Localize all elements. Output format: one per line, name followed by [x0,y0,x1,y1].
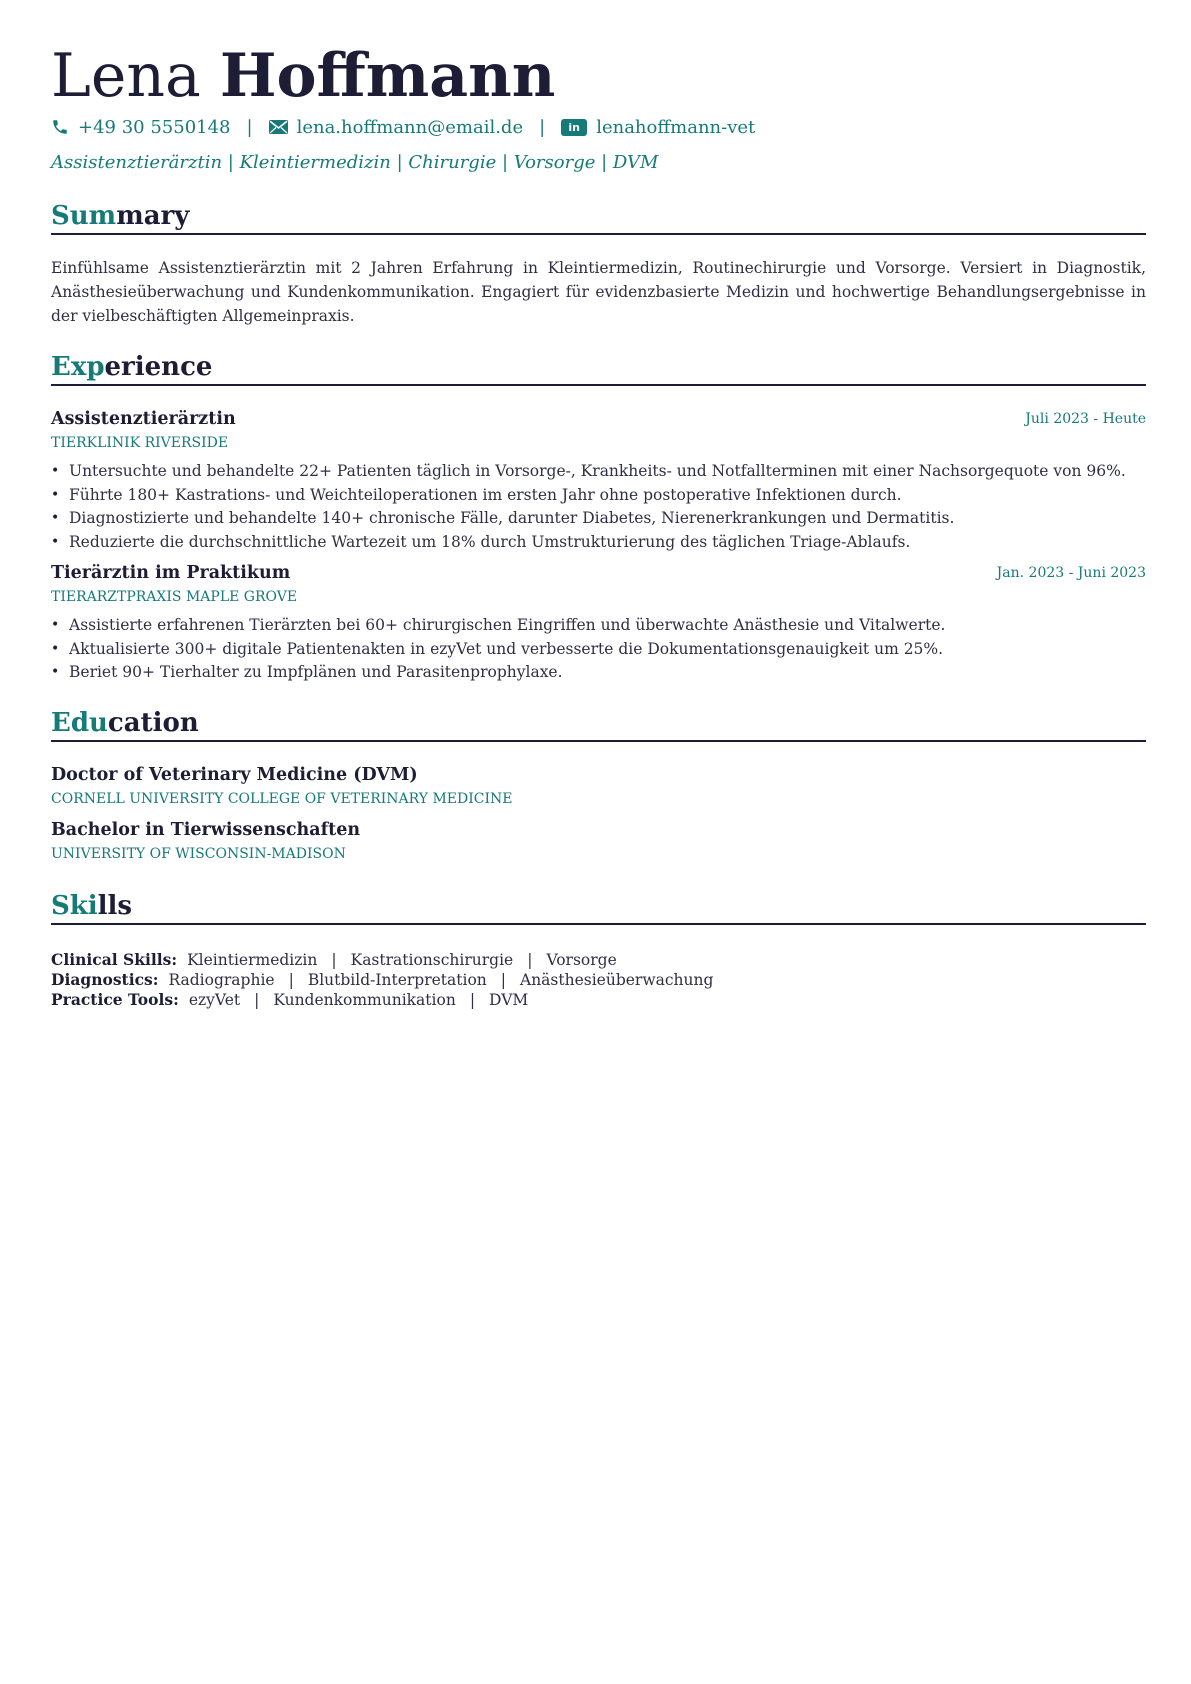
contact-phone[interactable] [51,117,231,138]
job-organization: TIERARZTPRAXIS MAPLE GROVE [51,589,298,605]
skill-item: ezyVet [188,991,241,1009]
list-item: • Führte 180+ Kastrations- und Weichteiloperationen im ersten Jahr ohne postoperative Infektionen durch. [51,484,1146,508]
skill-item: Blutbild-Interpretation [307,971,487,989]
skill-separator: | [527,951,533,969]
skills-label: Diagnostics: [51,970,159,989]
skills-label: Clinical Skills: [51,950,178,969]
job-date: Juli 2023 - Heute [1025,411,1146,427]
skills-row [51,950,617,970]
email-text: lena.hoffmann@email.de [296,116,524,138]
envelope-icon [269,120,288,134]
skill-separator: | [254,991,260,1009]
job-title: Tierärztin im Praktikum [51,563,291,583]
contact-email[interactable] [269,117,524,138]
candidate-name [51,38,555,114]
job-title: Assistenztierärztin [51,409,236,429]
phone-text: +49 30 5550148 [78,116,231,138]
contact-separator: | [539,116,546,138]
skill-separator: | [288,971,294,989]
list-item: • Reduzierte die durchschnittliche Wartezeit um 18% durch Umstrukturierung des täglichen Triage-Ablaufs. [51,531,1146,555]
linkedin-text: lenahoffmann-vet [596,116,756,138]
contact-separator: | [246,116,253,138]
last-name: Hoffmann [219,41,556,111]
skill-item: Kastrationschirurgie [350,951,514,969]
education-school: UNIVERSITY OF WISCONSIN-MADISON [51,846,346,862]
section-title-skills: Skills [51,889,1146,925]
education-degree: Doctor of Veterinary Medicine (DVM) [51,765,418,785]
section-title-experience: Experience [51,350,1146,386]
list-item: • Assistierte erfahrenen Tierärzten bei 60+ chirurgischen Eingriffen und überwachte Anästhesie und Vitalwerte. [51,614,1146,638]
first-name: Lena [51,41,201,111]
skill-item: Vorsorge [546,951,617,969]
section-title-education: Education [51,706,1146,742]
skill-item: Kundenkommunikation [273,991,456,1009]
skill-item: Kleintiermedizin [187,951,318,969]
job-organization: TIERKLINIK RIVERSIDE [51,435,229,451]
skills-label: Practice Tools: [51,990,179,1009]
job-bullets [51,614,1146,685]
section-title-summary: Summary [51,199,1146,235]
skill-separator: | [331,951,337,969]
list-item: • Beriet 90+ Tierhalter zu Impfplänen und Parasitenprophylaxe. [51,661,1146,685]
skill-item: DVM [489,991,529,1009]
education-school: CORNELL UNIVERSITY COLLEGE OF VETERINARY MEDICINE [51,791,513,807]
job-bullets [51,460,1146,554]
phone-icon [51,118,69,136]
list-item: • Diagnostizierte und behandelte 140+ chronische Fälle, darunter Diabetes, Nierenerkrankungen und Dermatitis. [51,507,1146,531]
tagline: Assistenztierärztin | Kleintiermedizin | Chirurgie | Vorsorge | DVM [51,152,659,173]
skill-item: Radiographie [168,971,275,989]
education-degree: Bachelor in Tierwissenschaften [51,820,361,840]
skill-item: Anästhesieüberwachung [520,971,714,989]
skill-separator: | [469,991,476,1009]
job-date: Jan. 2023 - Juni 2023 [996,565,1146,581]
summary-text: Einfühlsame Assistenztierärztin mit 2 Jahren Erfahrung in Kleintiermedizin, Routinechirurgie und Vorsorge. Versiert in Diagnostik, Anästhesieüberwachung und Kundenkommunikation. Engagiert für evidenzbasierte Medizin und hochwertige Behandlungsergebnisse in der vielbeschäftigten Allgemeinpraxis. [51,259,1146,325]
skills-row [51,970,713,990]
skill-separator: | [500,971,506,989]
contact-linkedin[interactable] [561,117,755,138]
skills-row [51,990,528,1010]
contact-line [51,114,755,140]
list-item: • Aktualisierte 300+ digitale Patientenakten in ezyVet und verbesserte die Dokumentationsgenauigkeit um 25%. [51,638,1146,662]
list-item: • Untersuchte und behandelte 22+ Patienten täglich in Vorsorge-, Krankheits- und Notfallterminen mit einer Nachsorgequote von 96%. [51,460,1146,484]
linkedin-icon: in [561,119,587,136]
